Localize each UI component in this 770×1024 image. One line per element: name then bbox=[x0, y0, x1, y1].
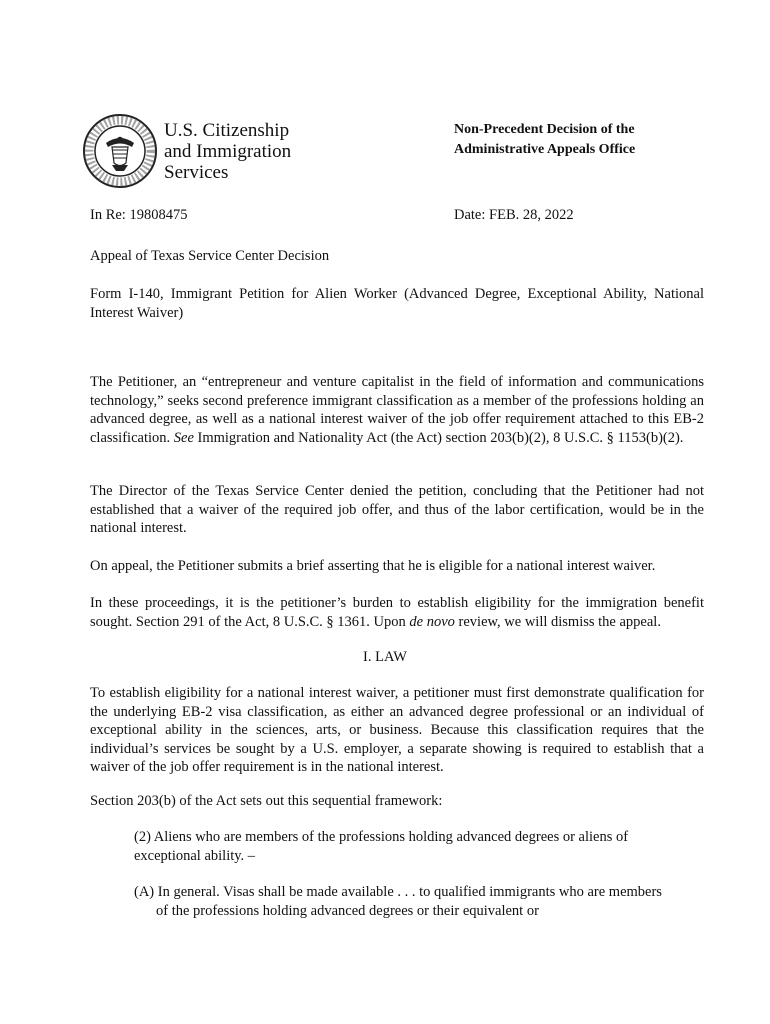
paragraph-burden-text: In these proceedings, it is the petitioner’s burden to establish eligibility for the immigration benefit sought. Section 291 of the Act, 8 U.S.C. § 1361. Upon bbox=[90, 595, 704, 630]
agency-name-line-2: and Immigration bbox=[164, 141, 292, 162]
agency-name bbox=[164, 120, 291, 183]
paragraph-burden bbox=[90, 594, 704, 631]
decision-date: Date: FEB. 28, 2022 bbox=[454, 207, 574, 223]
citation-see: See bbox=[173, 429, 194, 446]
paragraph-petitioner-text: The Petitioner, an “entrepreneur and venture capitalist in the field of information and communications technology,” seeks second preference immigrant classification as a member of the professions holding an advanced degree, as well as a national interest waiver of the job offer requirement attached to this EB-2 classification. bbox=[90, 374, 704, 446]
decision-type-line-1: Non-Precedent Decision of the bbox=[454, 122, 635, 137]
agency-name-line-3: Services bbox=[164, 162, 229, 183]
quote-section-2a: (A) In general. Visas shall be made available . . . to qualified immigrants who are members of the professions holding advanced degrees or their equivalent or bbox=[134, 884, 662, 919]
paragraph-appeal: On appeal, the Petitioner submits a brief asserting that he is eligible for a national interest waiver. bbox=[90, 558, 656, 574]
decision-type bbox=[454, 120, 635, 160]
paragraph-petitioner-citation: Immigration and Nationality Act (the Act) section 203(b)(2), 8 U.S.C. § 1153(b)(2). bbox=[193, 429, 684, 446]
de-novo-term: de novo bbox=[409, 613, 455, 630]
case-number: In Re: 19808475 bbox=[90, 207, 188, 223]
form-line: Form I-140, Immigrant Petition for Alien Worker (Advanced Degree, Exceptional Ability, National Interest Waiver) bbox=[90, 286, 704, 321]
paragraph-framework: Section 203(b) of the Act sets out this sequential framework: bbox=[90, 793, 443, 809]
paragraph-burden-end: review, we will dismiss the appeal. bbox=[454, 613, 661, 630]
paragraph-eligibility: To establish eligibility for a national interest waiver, a petitioner must first demonstrate qualification for the underlying EB-2 visa classification, as either an advanced degree professional or an individual of exceptional ability in the sciences, arts, or business. Because this classification requires that the individual’s services be sought by a U.S. employer, a separate showing is required to establish that a waiver of the job offer requirement is in the national interest. bbox=[90, 685, 704, 775]
section-heading-law: I. LAW bbox=[363, 649, 407, 665]
decision-type-line-2: Administrative Appeals Office bbox=[454, 142, 636, 157]
dhs-seal-icon bbox=[82, 113, 158, 189]
quote-section-2: (2) Aliens who are members of the professions holding advanced degrees or aliens of exceptional ability. – bbox=[134, 829, 629, 864]
agency-name-line-1: U.S. Citizenship bbox=[164, 120, 290, 141]
paragraph-petitioner bbox=[90, 373, 704, 447]
paragraph-director: The Director of the Texas Service Center denied the petition, concluding that the Petitioner had not established that a waiver of the required job offer, and thus of the labor certification, would be in the national interest. bbox=[90, 483, 704, 536]
appeal-line: Appeal of Texas Service Center Decision bbox=[90, 248, 330, 264]
